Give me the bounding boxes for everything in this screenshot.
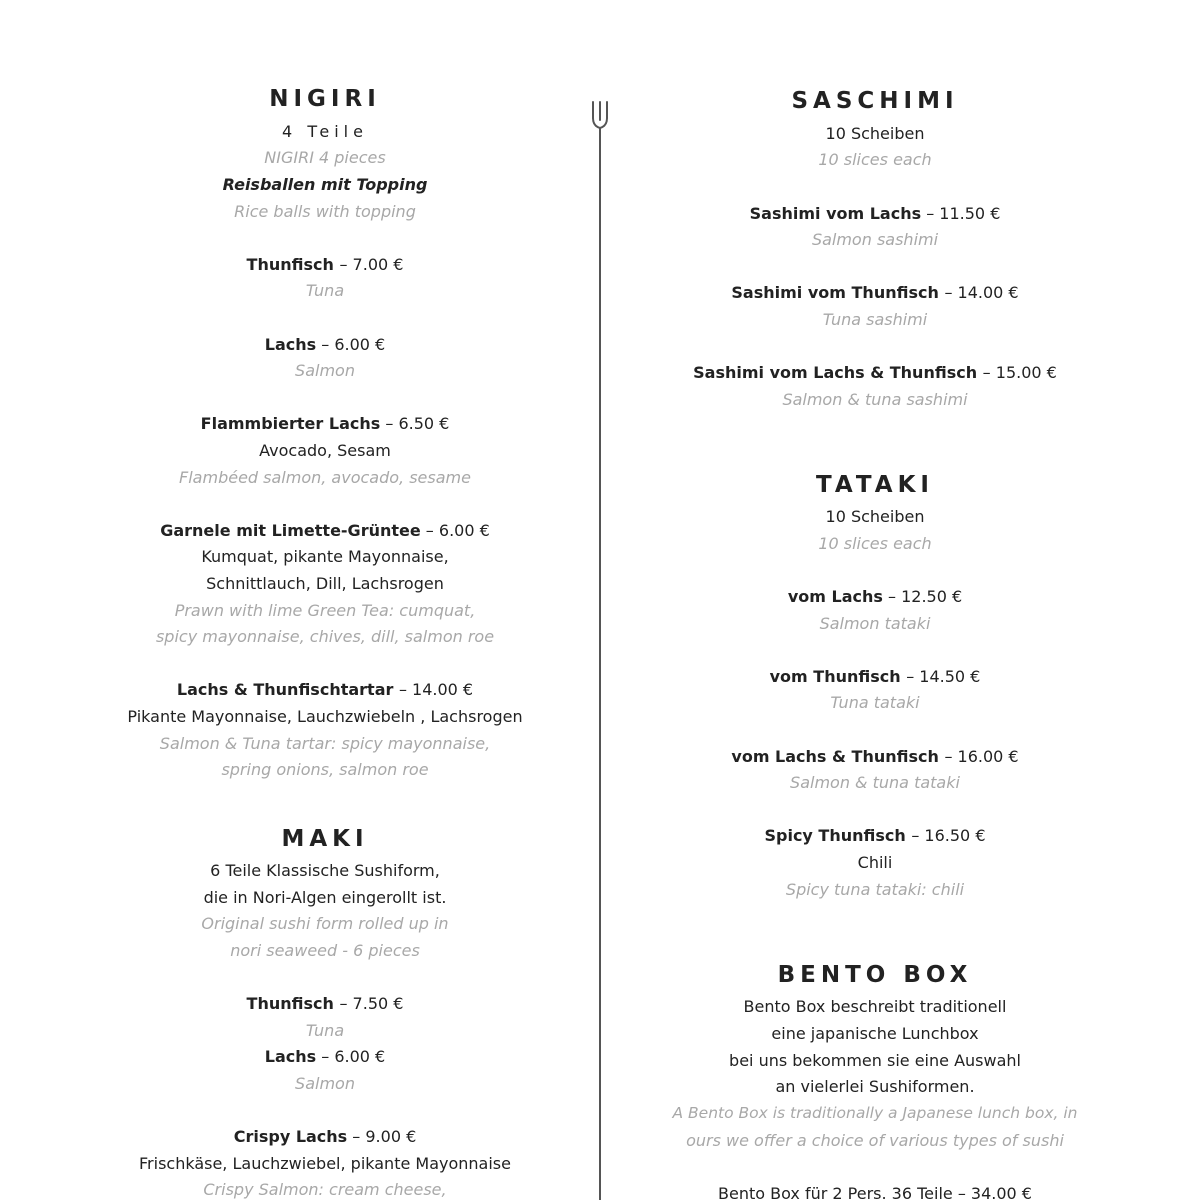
maki-description-en: nori seaweed - 6 pieces	[230, 941, 420, 960]
menu-item-price: – 7.50 €	[339, 994, 404, 1013]
sashimi-subtitle-en: 10 slices each	[818, 150, 932, 169]
bento-description-en: A Bento Box is traditionally a Japanese lunch box, in	[672, 1104, 1078, 1122]
sashimi-subtitle: 10 Scheiben	[825, 124, 925, 143]
menu-item-name: Sashimi vom Lachs & Thunfisch – 15.00 €	[693, 363, 1057, 382]
menu-item-name: Lachs – 6.00 €	[264, 1047, 386, 1066]
menu-item-price: – 14.00 €	[398, 680, 474, 699]
menu-item-english: Prawn with lime Green Tea: cumquat,	[174, 601, 476, 620]
menu-item-name: Thunfisch – 7.00 €	[246, 255, 404, 274]
menu-item-name: vom Lachs & Thunfisch – 16.00 €	[731, 747, 1019, 766]
menu-item-price: – 9.00 €	[347, 1127, 417, 1146]
menu-item-price: – 16.00 €	[944, 747, 1019, 766]
menu-item-description: Schnittlauch, Dill, Lachsrogen	[206, 574, 444, 593]
menu-item-english: spring onions, salmon roe	[221, 760, 429, 779]
menu-item-name: Crispy Lachs – 9.00 €	[233, 1127, 417, 1146]
menu-item-name: vom Lachs – 12.50 €	[787, 587, 963, 606]
menu-item-name: Sashimi vom Lachs – 11.50 €	[749, 204, 1001, 223]
tataki-subtitle: 10 Scheiben	[825, 507, 925, 526]
bento-description: eine japanische Lunchbox	[771, 1024, 979, 1043]
sashimi-title: SASCHIMI	[791, 88, 959, 114]
menu-item-english: Salmon & tuna sashimi	[782, 390, 968, 409]
bento-description: an vielerlei Sushiformen.	[775, 1077, 975, 1096]
menu-item-name: Bento Box für 2 Pers. 36 Teile – 34.00 €	[718, 1184, 1032, 1203]
left-column	[60, 0, 590, 1200]
menu-item-price: – 15.00 €	[982, 363, 1057, 382]
menu-item-price: – 6.00 €	[316, 1047, 386, 1066]
tataki-title: TATAKI	[815, 472, 934, 498]
menu-item-english: spicy mayonnaise, chives, dill, salmon roe	[155, 627, 495, 646]
menu-item-description: Chili	[857, 853, 893, 872]
menu-item-name: Flammbierter Lachs – 6.50 €	[200, 414, 450, 433]
bento-title: BENTO BOX	[777, 962, 973, 988]
nigiri-subtitle-en: NIGIRI 4 pieces	[264, 148, 386, 167]
menu-item-english: Salmon sashimi	[811, 230, 939, 249]
tataki-subtitle-en: 10 slices each	[818, 534, 932, 553]
maki-description: die in Nori-Algen eingerollt ist.	[203, 888, 447, 907]
menu-item-price: – 7.00 €	[339, 255, 404, 274]
menu-item-english: Tuna sashimi	[822, 310, 928, 329]
right-column	[620, 0, 1130, 1203]
bento-description-en: ours we offer a choice of various types of sushi	[686, 1131, 1064, 1150]
menu-item-description: Frischkäse, Lauchzwiebel, pikante Mayonnaise	[139, 1154, 511, 1173]
menu-item-english: Salmon	[295, 361, 355, 380]
menu-item-english: Salmon	[295, 1074, 355, 1093]
menu-item-price: – 34.00 €	[952, 1184, 1032, 1203]
menu-item-name: vom Thunfisch – 14.50 €	[769, 667, 981, 686]
menu-item-price: – 6.50 €	[380, 414, 450, 433]
menu-item-description: Avocado, Sesam	[259, 441, 391, 460]
menu-item-price: – 12.50 €	[882, 587, 963, 606]
menu-item-name: Garnele mit Limette-Grüntee – 6.00 €	[160, 521, 490, 540]
menu-item-price: – 16.50 €	[911, 826, 986, 845]
menu-item-english: Salmon & Tuna tartar: spicy mayonnaise,	[159, 734, 491, 753]
menu-item-price: – 6.00 €	[420, 521, 490, 540]
maki-title: MAKI	[281, 826, 369, 852]
menu-item-name: Lachs – 6.00 €	[264, 335, 386, 354]
menu-item-english: Salmon & tuna tataki	[790, 773, 960, 792]
menu-item-description: Kumquat, pikante Mayonnaise,	[201, 547, 449, 566]
menu-item-english: Salmon tataki	[819, 614, 931, 633]
menu-item-price: – 14.00 €	[944, 283, 1019, 302]
menu-item-english: Tuna tataki	[830, 693, 920, 712]
nigiri-tagline: Reisballen mit Topping	[222, 175, 428, 194]
menu-item-english: Tuna	[305, 1021, 345, 1040]
menu-item-description: Pikante Mayonnaise, Lauchzwiebeln , Lachsrogen	[127, 707, 523, 726]
menu-item-name: Sashimi vom Thunfisch – 14.00 €	[731, 283, 1019, 302]
menu-item-price: – 11.50 €	[921, 204, 1001, 223]
menu-item-price: – 14.50 €	[906, 667, 981, 686]
fork-icon	[580, 98, 620, 1200]
bento-description: bei uns bekommen sie eine Auswahl	[729, 1051, 1021, 1070]
maki-description: 6 Teile Klassische Sushiform,	[210, 861, 440, 880]
menu-item-english: Tuna	[305, 281, 345, 300]
menu-item-name: Thunfisch – 7.50 €	[246, 994, 404, 1013]
menu-item-english: Flambéed salmon, avocado, sesame	[179, 468, 471, 487]
menu-item-name: Spicy Thunfisch – 16.50 €	[764, 826, 986, 845]
bento-description: Bento Box beschreibt traditionell	[743, 997, 1007, 1016]
menu-item-english: Crispy Salmon: cream cheese,	[203, 1180, 447, 1199]
nigiri-subtitle: 4 Teile	[282, 122, 368, 141]
nigiri-title: NIGIRI	[269, 86, 381, 112]
nigiri-tagline-en: Rice balls with topping	[234, 202, 416, 221]
menu-item-name: Lachs & Thunfischtartar – 14.00 €	[176, 680, 474, 699]
maki-description-en: Original sushi form rolled up in	[201, 914, 449, 933]
menu-item-english: Spicy tuna tataki: chili	[785, 880, 965, 899]
menu-item-price: – 6.00 €	[316, 335, 386, 354]
